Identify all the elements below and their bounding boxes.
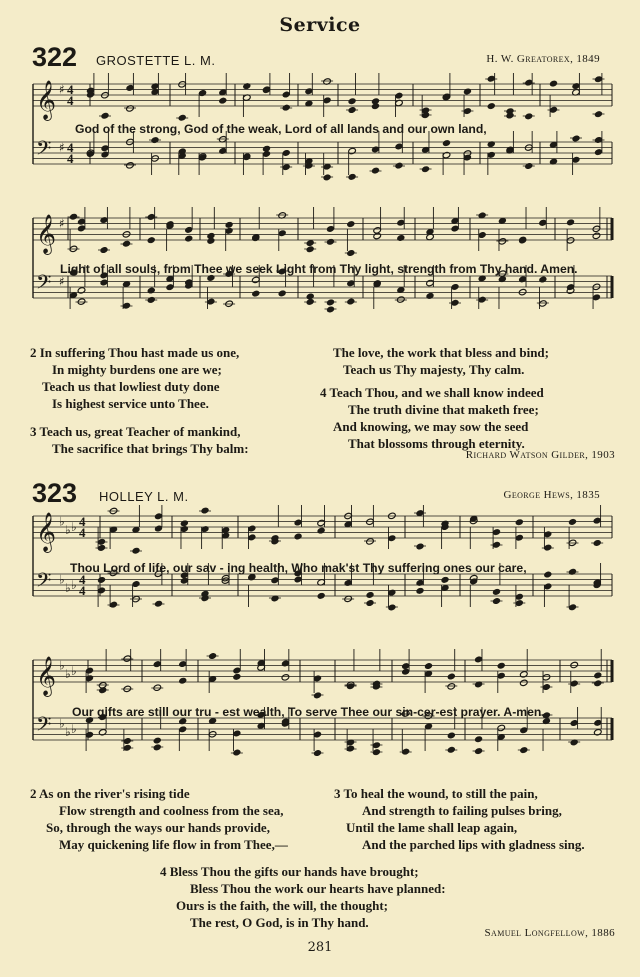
- svg-text:♭: ♭: [59, 514, 65, 529]
- verse-line: Teach us that lowliest duty done: [42, 379, 220, 394]
- svg-text:♭: ♭: [71, 520, 77, 534]
- verse-line: Flow strength and coolness from the sea,: [59, 803, 284, 818]
- verse-number: 3: [334, 786, 341, 801]
- svg-text:♭: ♭: [65, 724, 71, 739]
- svg-text:4: 4: [79, 514, 86, 529]
- verse-block-right: [334, 785, 585, 853]
- verse-line: May quickening life flow in from Thee,—: [59, 837, 288, 852]
- svg-text:𝄞: 𝄞: [36, 214, 57, 254]
- lyrics-line: Thou Lord of life, our sav - ing health, Who mak'st Thy suffering ones our care,: [70, 561, 527, 575]
- verse-number: 4: [320, 385, 327, 400]
- verse-line: Until the lame shall leap again,: [346, 820, 518, 835]
- verse-line: Teach us, great Teacher of mankind,: [39, 424, 241, 439]
- svg-text:𝄢: 𝄢: [36, 712, 52, 741]
- svg-text:4: 4: [67, 151, 74, 166]
- svg-text:𝄞: 𝄞: [36, 80, 57, 120]
- svg-text:♭: ♭: [59, 572, 65, 587]
- verse-line: To heal the wound, to still the pain,: [343, 786, 538, 801]
- svg-text:♯: ♯: [59, 216, 65, 231]
- verse-number: 2: [30, 345, 37, 360]
- verse-number: 2: [30, 786, 37, 801]
- svg-text:♯: ♯: [59, 140, 65, 155]
- verse-line: The love, the work that bless and bind;: [333, 345, 549, 360]
- svg-text:4: 4: [67, 140, 74, 155]
- tune-name: HOLLEY L. M.: [99, 489, 189, 504]
- verse-number: 4: [160, 864, 167, 879]
- lyrics-line: Our gifts are still our tru - est wealth, To serve Thee our sin-cer-est prayer. A-men.: [72, 705, 545, 719]
- svg-text:4: 4: [67, 93, 74, 108]
- svg-text:♯: ♯: [59, 82, 65, 97]
- verse-line: Teach us Thy majesty, Thy calm.: [343, 362, 525, 377]
- lyrics-line: Light of all souls, from Thee we seek Light from Thy light, strength from Thy hand. Amen.: [60, 262, 578, 276]
- verse-block-center: [160, 863, 446, 931]
- verse-line: The sacrifice that brings Thy balm:: [52, 441, 249, 456]
- svg-text:4: 4: [67, 82, 74, 97]
- svg-text:♭: ♭: [71, 664, 77, 678]
- verse-line: Is highest service unto Thee.: [52, 396, 209, 411]
- verse-line: And knowing, we may sow the seed: [333, 419, 529, 434]
- verse-line: Ours is the faith, the will, the thought;: [176, 898, 388, 913]
- author-credit: Samuel Longfellow, 1886: [484, 927, 615, 939]
- svg-text:4: 4: [79, 525, 86, 540]
- svg-text:4: 4: [79, 572, 86, 587]
- svg-text:♭: ♭: [59, 658, 65, 673]
- verse-line: Teach Thou, and we shall know indeed: [329, 385, 544, 400]
- svg-text:♭: ♭: [71, 722, 77, 736]
- svg-text:♭: ♭: [65, 522, 71, 537]
- hymn-number: 322: [32, 42, 78, 72]
- verse-line: So, through the ways our hands provide,: [46, 820, 270, 835]
- verse-line: That blossoms through eternity.: [348, 436, 525, 451]
- svg-text:𝄞: 𝄞: [36, 656, 57, 696]
- lyrics-line: God of the strong, God of the weak, Lord of all lands and our own land,: [75, 122, 487, 136]
- svg-text:♭: ♭: [59, 716, 65, 731]
- verse-number: 3: [30, 424, 37, 439]
- verse-line: Bless Thou the work our hearts have planned:: [190, 881, 446, 896]
- verse-block-left: [30, 344, 249, 457]
- verse-line: In mighty burdens one are we;: [52, 362, 222, 377]
- page-number: 281: [307, 940, 333, 955]
- svg-text:𝄢: 𝄢: [36, 270, 52, 299]
- tune-name: GROSTETTE L. M.: [96, 53, 216, 68]
- verse-line: As on the river's rising tide: [39, 786, 190, 801]
- svg-text:𝄢: 𝄢: [36, 568, 52, 597]
- verse-line: And strength to failing pulses bring,: [362, 803, 562, 818]
- verse-line: The rest, O God, is in Thy hand.: [190, 915, 369, 930]
- composer-credit: George Hews, 1835: [503, 489, 600, 501]
- svg-text:4: 4: [79, 583, 86, 598]
- svg-text:𝄢: 𝄢: [36, 136, 52, 165]
- verse-line: The truth divine that maketh free;: [348, 402, 539, 417]
- hymn-number: 323: [32, 478, 78, 508]
- svg-text:𝄞: 𝄞: [36, 512, 57, 552]
- verse-line: And the parched lips with gladness sing.: [362, 837, 585, 852]
- composer-credit: H. W. Greatorex, 1849: [486, 53, 600, 65]
- page-header: Service: [279, 14, 361, 36]
- verse-block-left: [30, 785, 288, 853]
- verse-line: Bless Thou the gifts our hands have brought;: [169, 864, 419, 879]
- svg-text:♭: ♭: [65, 666, 71, 681]
- verse-block-right: [320, 344, 549, 452]
- svg-text:♭: ♭: [65, 580, 71, 595]
- svg-text:♯: ♯: [59, 274, 65, 289]
- author-credit: Richard Watson Gilder, 1903: [465, 449, 615, 461]
- svg-text:♭: ♭: [71, 578, 77, 592]
- verse-line: In suffering Thou hast made us one,: [39, 345, 240, 360]
